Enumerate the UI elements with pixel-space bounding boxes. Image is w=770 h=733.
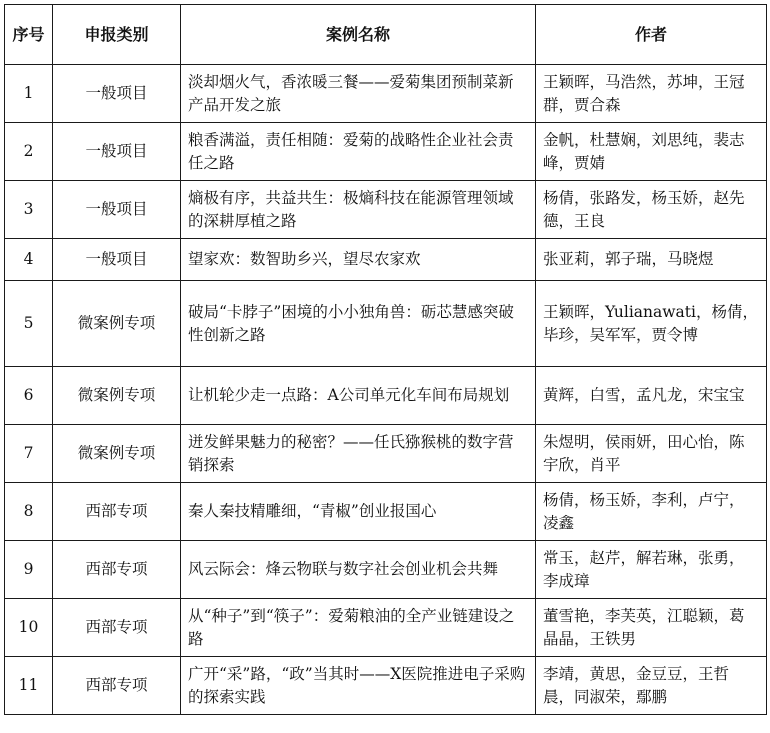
row-authors: 王颖晖，马浩然，苏坤，王冠群，贾合森	[536, 65, 767, 123]
row-category: 西部专项	[53, 541, 181, 599]
row-case-title: 破局“卡脖子”困境的小小独角兽：砺芯慧感突破性创新之路	[181, 281, 536, 367]
row-number: 3	[5, 181, 53, 239]
row-authors: 朱煜明，侯雨妍，田心怡，陈宇欣，肖平	[536, 425, 767, 483]
table-row	[5, 123, 767, 181]
case-list-table	[4, 4, 767, 715]
row-category: 微案例专项	[53, 367, 181, 425]
row-category: 微案例专项	[53, 281, 181, 367]
table-row	[5, 425, 767, 483]
table-row	[5, 65, 767, 123]
row-case-title: 让机轮少走一点路：A公司单元化车间布局规划	[181, 367, 536, 425]
row-case-title: 望家欢：数智助乡兴，望尽农家欢	[181, 239, 536, 281]
row-category: 西部专项	[53, 483, 181, 541]
table-row	[5, 541, 767, 599]
row-case-title: 粮香满溢，责任相随：爱菊的战略性企业社会责任之路	[181, 123, 536, 181]
row-case-title: 秦人秦技精雕细，“青椒”创业报国心	[181, 483, 536, 541]
table-row	[5, 657, 767, 715]
row-number: 6	[5, 367, 53, 425]
row-authors: 董雪艳，李芙英，江聪颖，葛晶晶，王铁男	[536, 599, 767, 657]
table-row	[5, 239, 767, 281]
row-number: 8	[5, 483, 53, 541]
row-category: 一般项目	[53, 239, 181, 281]
header-category: 申报类别	[53, 5, 181, 65]
row-case-title: 风云际会：烽云物联与数字社会创业机会共舞	[181, 541, 536, 599]
table-row	[5, 281, 767, 367]
header-case-title: 案例名称	[181, 5, 536, 65]
row-case-title: 从“种子”到“筷子”：爱菊粮油的全产业链建设之路	[181, 599, 536, 657]
row-authors: 李靖，黄思，金豆豆，王哲晨，同淑荣，鄢鹏	[536, 657, 767, 715]
table-row	[5, 181, 767, 239]
row-number: 7	[5, 425, 53, 483]
row-number: 5	[5, 281, 53, 367]
table-row	[5, 367, 767, 425]
row-authors: 王颖晖，Yulianawati，杨倩，毕珍，吴军军，贾令博	[536, 281, 767, 367]
header-number: 序号	[5, 5, 53, 65]
row-authors: 杨倩，张路发，杨玉娇，赵先德，王良	[536, 181, 767, 239]
table-row	[5, 599, 767, 657]
row-category: 西部专项	[53, 599, 181, 657]
row-number: 11	[5, 657, 53, 715]
row-authors: 金帆，杜慧娴，刘思纯，裴志峰，贾婧	[536, 123, 767, 181]
row-category: 一般项目	[53, 123, 181, 181]
row-case-title: 迸发鲜果魅力的秘密？——任氏猕猴桃的数字营销探索	[181, 425, 536, 483]
row-authors: 常玉，赵芹，解若琳，张勇，李成璋	[536, 541, 767, 599]
row-authors: 黄辉，白雪，孟凡龙，宋宝宝	[536, 367, 767, 425]
row-category: 一般项目	[53, 65, 181, 123]
row-number: 4	[5, 239, 53, 281]
row-category: 微案例专项	[53, 425, 181, 483]
row-case-title: 熵极有序，共益共生：极熵科技在能源管理领域的深耕厚植之路	[181, 181, 536, 239]
table-row	[5, 483, 767, 541]
row-case-title: 淡却烟火气，香浓暖三餐——爱菊集团预制菜新产品开发之旅	[181, 65, 536, 123]
table-header-row	[5, 5, 767, 65]
row-number: 1	[5, 65, 53, 123]
row-number: 10	[5, 599, 53, 657]
row-authors: 杨倩，杨玉娇，李利，卢宁，凌鑫	[536, 483, 767, 541]
row-category: 一般项目	[53, 181, 181, 239]
row-case-title: 广开“采”路，“政”当其时——X医院推进电子采购的探索实践	[181, 657, 536, 715]
header-authors: 作者	[536, 5, 767, 65]
row-category: 西部专项	[53, 657, 181, 715]
row-number: 9	[5, 541, 53, 599]
row-authors: 张亚莉，郭子瑞，马晓煜	[536, 239, 767, 281]
row-number: 2	[5, 123, 53, 181]
